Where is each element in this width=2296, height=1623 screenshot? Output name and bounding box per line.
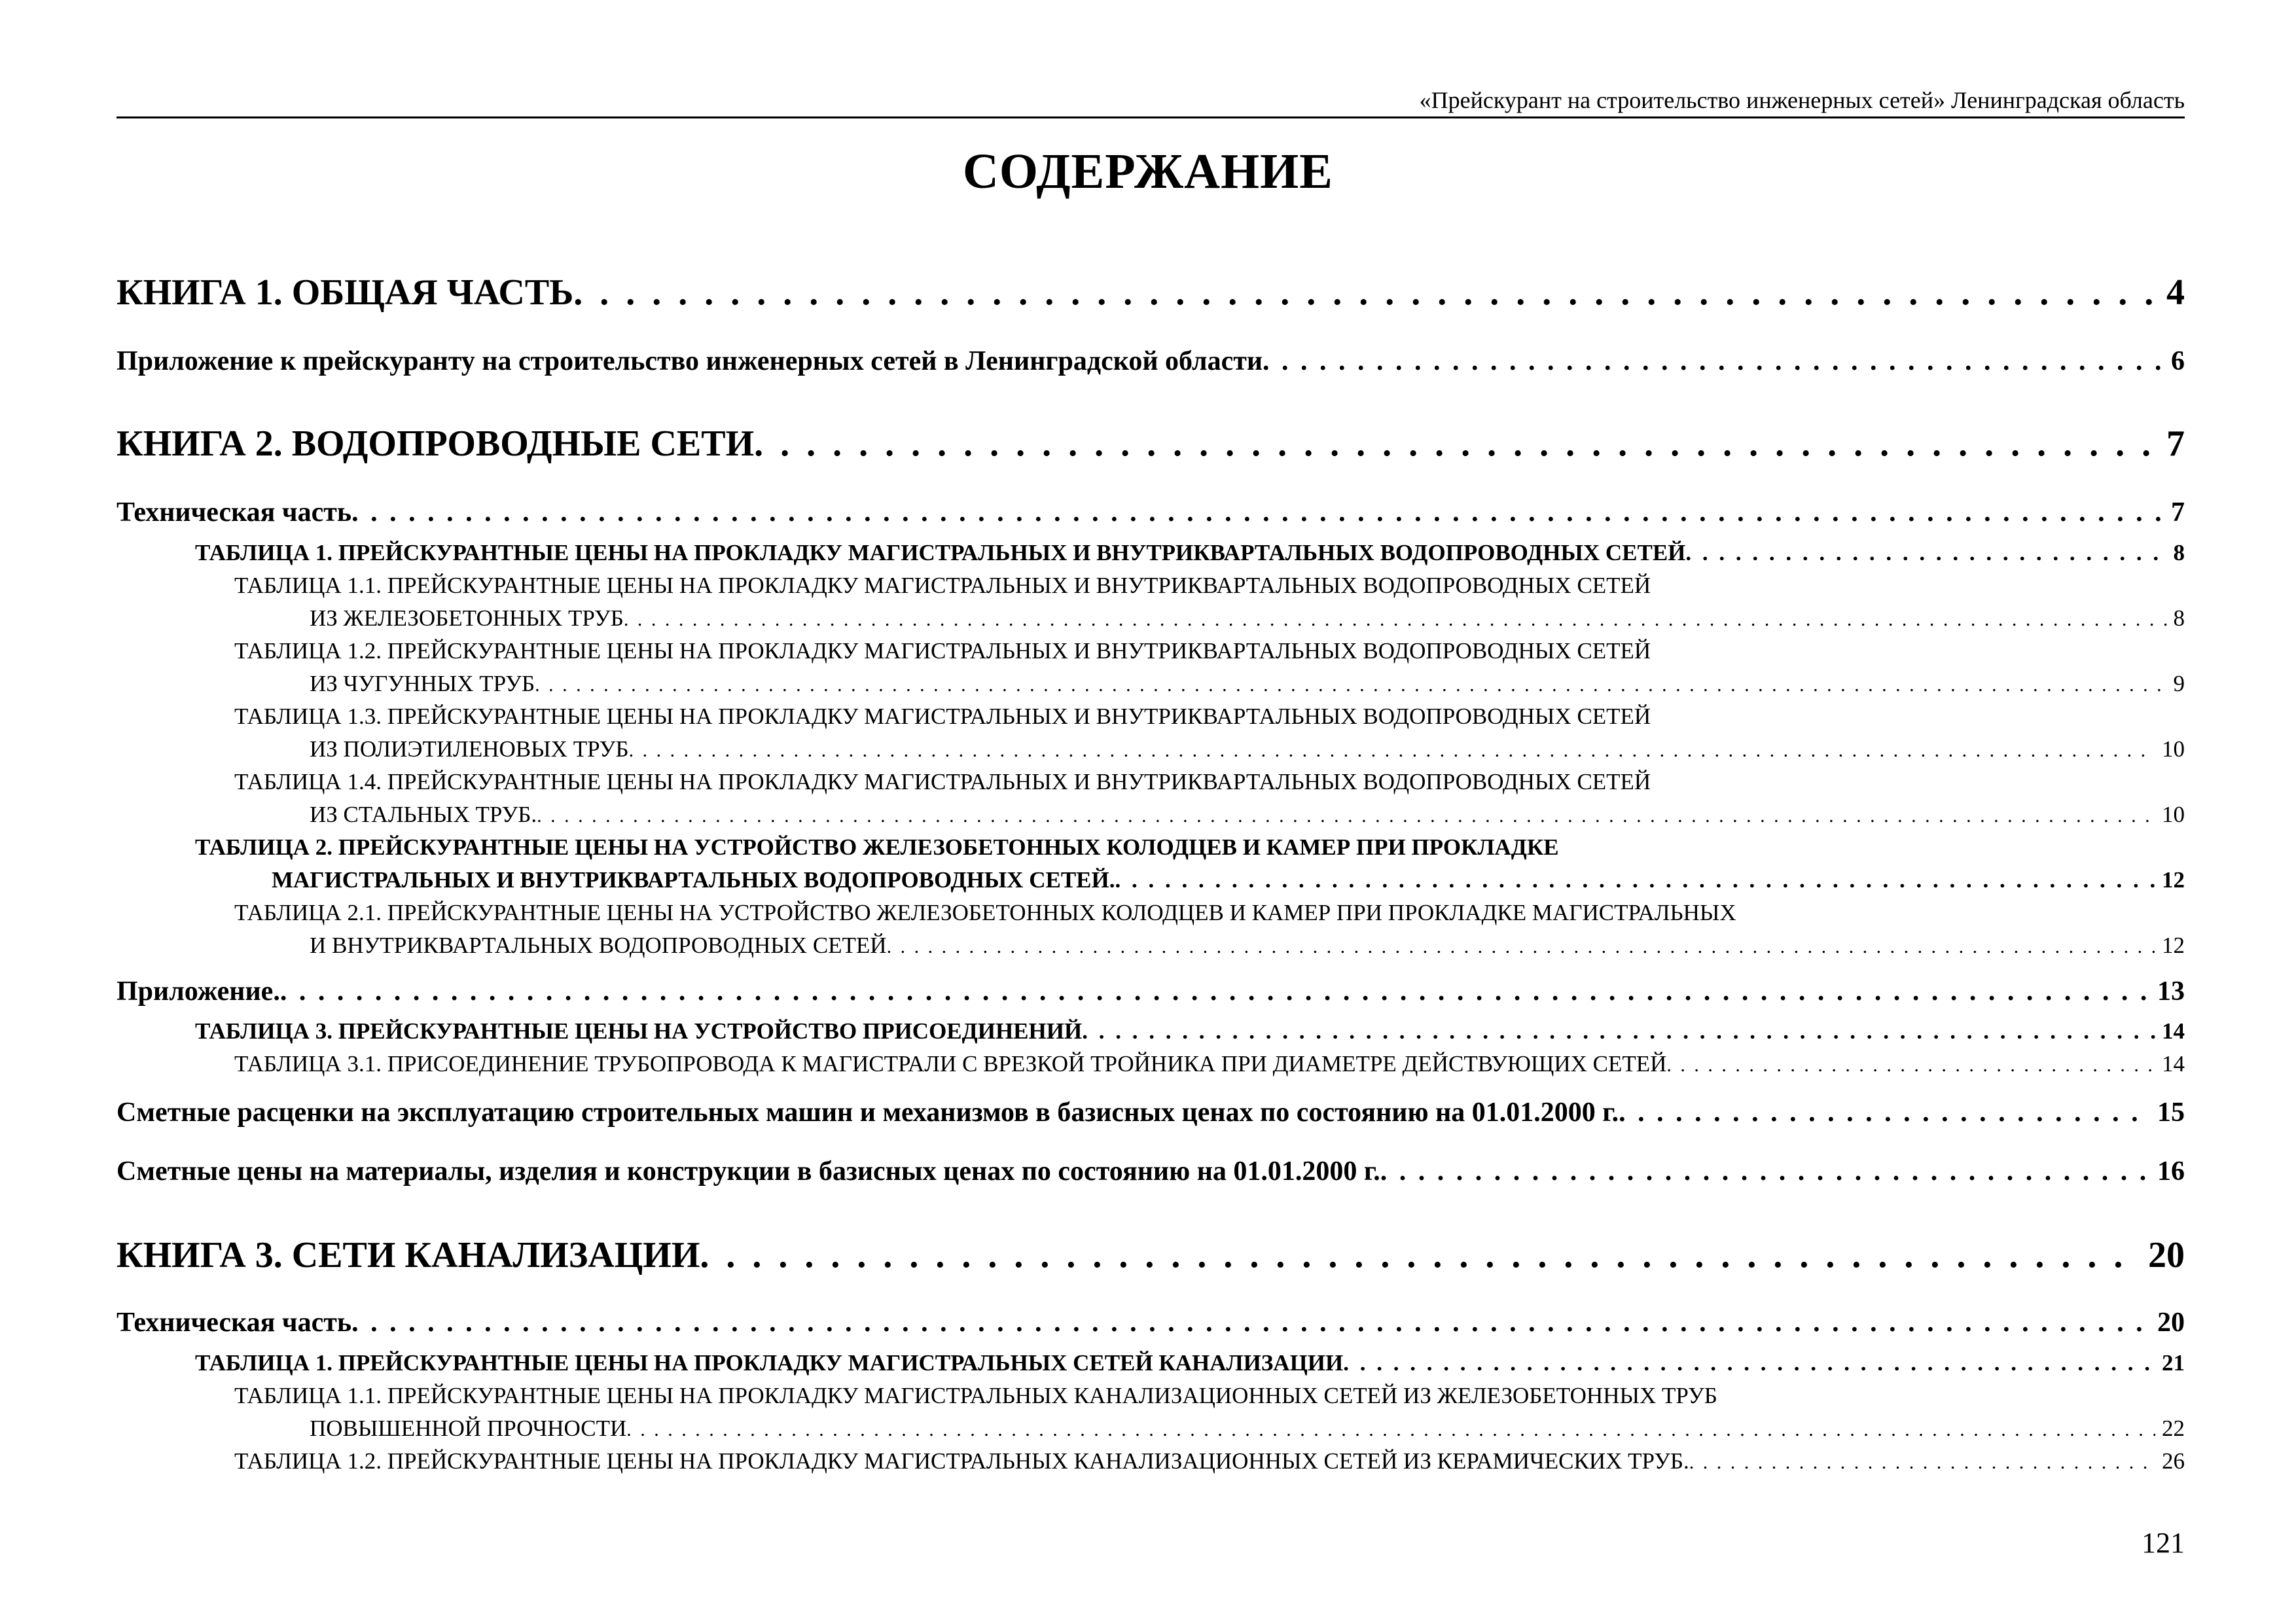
toc-entry-b2-table2[interactable] (272, 865, 2185, 895)
toc-entry-label: ИЗ СТАЛЬНЫХ ТРУБ. (310, 802, 537, 827)
toc-entry-b3-table1-1-line1[interactable]: ТАБЛИЦА 1.1. ПРЕЙСКУРАНТНЫЕ ЦЕНЫ НА ПРОКЛАДКУ МАГИСТРАЛЬНЫХ КАНАЛИЗАЦИОННЫХ СЕТЕЙ ИЗ ЖЕЛЕЗОБЕТОННЫХ ТРУБ (234, 1383, 1717, 1408)
toc-page-number: 9 (2173, 671, 2185, 696)
toc-entry-b2-table1-3-line1[interactable]: ТАБЛИЦА 1.3. ПРЕЙСКУРАНТНЫЕ ЦЕНЫ НА ПРОКЛАДКУ МАГИСТРАЛЬНЫХ И ВНУТРИКВАРТАЛЬНЫХ ВОДОПРОВОДНЫХ СЕТЕЙ (234, 704, 1651, 729)
leader-dots (1082, 1016, 2155, 1046)
toc-entry-b2-material-prices[interactable] (117, 1154, 2185, 1189)
toc-entry-label: Приложение к прейскуранту на строительство инженерных сетей в Ленинградской области (117, 346, 1263, 376)
toc-page-number: 21 (2162, 1350, 2185, 1376)
toc-entry-label: Сметные расценки на эксплуатацию строительных машин и механизмов в базисных ценах по состоянию на 01.01.2000 г. (117, 1097, 1619, 1128)
toc-entry-book2[interactable] (117, 421, 2185, 467)
page-number: 121 (2142, 1527, 2185, 1559)
toc-entry-label: ИЗ ЧУГУННЫХ ТРУБ (310, 671, 535, 696)
toc-page-number: 6 (2171, 346, 2185, 376)
leader-dots (1343, 1348, 2155, 1378)
toc-entry-b2-table1-3[interactable] (310, 734, 2185, 766)
toc-entry-b2-table1-4[interactable] (310, 800, 2185, 831)
leader-dots (754, 421, 2160, 467)
toc-entry-label: КНИГА 1. ОБЩАЯ ЧАСТЬ (117, 272, 574, 313)
toc-entry-b2-table1-1[interactable] (310, 603, 2185, 635)
toc-entry-label: ТАБЛИЦА 1. ПРЕЙСКУРАНТНЫЕ ЦЕНЫ НА ПРОКЛАДКУ МАГИСТРАЛЬНЫХ СЕТЕЙ КАНАЛИЗАЦИИ (195, 1350, 1344, 1376)
leader-dots (1689, 1448, 2155, 1478)
toc-entry-b3-table1[interactable] (195, 1348, 2185, 1378)
toc-page-number: 10 (2162, 802, 2185, 827)
toc-entry-label: ПОВЫШЕННОЙ ПРОЧНОСТИ (310, 1416, 627, 1441)
toc-entry-book3-technical-part[interactable] (117, 1305, 2185, 1340)
toc-entry-b2-table3[interactable] (195, 1016, 2185, 1046)
toc-page-number: 14 (2162, 1018, 2185, 1044)
toc-entry-book3[interactable] (117, 1232, 2185, 1278)
toc-page-number: 8 (2173, 540, 2185, 565)
toc-page-number: 14 (2162, 1051, 2185, 1077)
toc-page-number: 13 (2157, 976, 2185, 1007)
toc-entry-label: Сметные цены на материалы, изделия и конструкции в базисных ценах по состоянию на 01.01.2000 г. (117, 1156, 1380, 1186)
toc-page-number: 10 (2162, 736, 2185, 762)
leader-dots (629, 736, 2155, 766)
toc-entry-label: КНИГА 2. ВОДОПРОВОДНЫЕ СЕТИ (117, 423, 755, 464)
toc-entry-b3-table1-1[interactable] (310, 1414, 2185, 1445)
toc-entry-b2-table1-2[interactable] (310, 669, 2185, 700)
toc-entry-label: ТАБЛИЦА 3. ПРЕЙСКУРАНТНЫЕ ЦЕНЫ НА УСТРОЙСТВО ПРИСОЕДИНЕНИЙ (195, 1018, 1083, 1044)
leader-dots (573, 270, 2160, 315)
toc-page-number: 22 (2162, 1416, 2185, 1441)
leader-dots (887, 932, 2155, 962)
leader-dots (280, 974, 2151, 1009)
toc-page-number: 12 (2162, 867, 2185, 893)
toc-entry-b2-table2-line1[interactable]: ТАБЛИЦА 2. ПРЕЙСКУРАНТНЫЕ ЦЕНЫ НА УСТРОЙСТВО ЖЕЛЕЗОБЕТОННЫХ КОЛОДЦЕВ И КАМЕР ПРИ ПРОКЛАДКЕ (195, 834, 1559, 860)
toc-page-number: 16 (2157, 1156, 2185, 1186)
leader-dots (1619, 1095, 2151, 1130)
toc-entry-b2-table3-1[interactable] (234, 1049, 2185, 1080)
leader-dots (535, 670, 2166, 700)
leader-dots (1380, 1154, 2151, 1189)
toc-entry-b2-table1-2-line1[interactable]: ТАБЛИЦА 1.2. ПРЕЙСКУРАНТНЫЕ ЦЕНЫ НА ПРОКЛАДКУ МАГИСТРАЛЬНЫХ И ВНУТРИКВАРТАЛЬНЫХ ВОДОПРОВОДНЫХ СЕТЕЙ (234, 638, 1651, 664)
leader-dots (624, 605, 2167, 635)
toc-page-number: 7 (2166, 423, 2185, 464)
header-divider (117, 116, 2185, 118)
leader-dots (1666, 1050, 2155, 1080)
toc-entry-book1[interactable] (117, 270, 2185, 315)
page-title: СОДЕРЖАНИЕ (963, 144, 1333, 199)
toc-entry-label: Техническая часть (117, 497, 352, 527)
toc-page-number: 20 (2157, 1308, 2185, 1338)
toc-entry-book2-technical-part[interactable] (117, 495, 2185, 530)
toc-entry-b3-table1-2[interactable] (234, 1446, 2185, 1478)
leader-dots (626, 1415, 2155, 1445)
running-header: «Прейскурант на строительство инженерных сетей» Ленинградская область (1419, 87, 2185, 113)
toc-entry-b2-table2-1[interactable] (310, 931, 2185, 962)
toc-entry-b2-table1-4-line1[interactable]: ТАБЛИЦА 1.4. ПРЕЙСКУРАНТНЫЕ ЦЕНЫ НА ПРОКЛАДКУ МАГИСТРАЛЬНЫХ И ВНУТРИКВАРТАЛЬНЫХ ВОДОПРОВОДНЫХ СЕТЕЙ (234, 769, 1651, 794)
leader-dots (1263, 344, 2164, 379)
toc-page-number: 4 (2166, 272, 2185, 313)
leader-dots (537, 801, 2155, 831)
toc-entry-label: ТАБЛИЦА 3.1. ПРИСОЕДИНЕНИЕ ТРУБОПРОВОДА К МАГИСТРАЛИ С ВРЕЗКОЙ ТРОЙНИКА ПРИ ДИАМЕТРЕ ДЕЙСТВУЮЩИХ СЕТЕЙ (234, 1051, 1667, 1077)
leader-dots (351, 495, 2164, 530)
toc-entry-label: И ВНУТРИКВАРТАЛЬНЫХ ВОДОПРОВОДНЫХ СЕТЕЙ (310, 933, 887, 958)
toc-entry-label: ИЗ ЖЕЛЕЗОБЕТОННЫХ ТРУБ (310, 605, 624, 631)
toc-entry-label: Техническая часть (117, 1308, 352, 1338)
toc-entry-b2-table1-1-line1[interactable]: ТАБЛИЦА 1.1. ПРЕЙСКУРАНТНЫЕ ЦЕНЫ НА ПРОКЛАДКУ МАГИСТРАЛЬНЫХ И ВНУТРИКВАРТАЛЬНЫХ ВОДОПРОВОДНЫХ СЕТЕЙ (234, 573, 1651, 598)
toc-entry-b2-machine-rates[interactable] (117, 1095, 2185, 1130)
toc-entry-book1-appendix[interactable] (117, 344, 2185, 379)
leader-dots (1115, 865, 2156, 895)
toc-page-number: 8 (2173, 605, 2185, 631)
toc-page-number: 15 (2157, 1097, 2185, 1128)
toc-entry-label: Приложение. (117, 976, 280, 1007)
leader-dots (700, 1232, 2142, 1278)
toc-entry-b2-table1[interactable] (195, 538, 2185, 568)
toc-entry-label: КНИГА 3. СЕТИ КАНАЛИЗАЦИИ (117, 1235, 700, 1275)
toc-page-number: 12 (2162, 933, 2185, 958)
toc-entry-b2-table2-1-line1[interactable]: ТАБЛИЦА 2.1. ПРЕЙСКУРАНТНЫЕ ЦЕНЫ НА УСТРОЙСТВО ЖЕЛЕЗОБЕТОННЫХ КОЛОДЦЕВ И КАМЕР ПРИ ПРОКЛАДКЕ МАГИСТРАЛЬНЫХ (234, 900, 1736, 925)
toc-entry-book2-appendix[interactable] (117, 974, 2185, 1009)
leader-dots (351, 1305, 2151, 1340)
leader-dots (1685, 538, 2166, 568)
toc-entry-label: ТАБЛИЦА 1. ПРЕЙСКУРАНТНЫЕ ЦЕНЫ НА ПРОКЛАДКУ МАГИСТРАЛЬНЫХ И ВНУТРИКВАРТАЛЬНЫХ ВОДОПРОВОДНЫХ СЕТЕЙ (195, 540, 1686, 565)
toc-entry-label: ТАБЛИЦА 1.2. ПРЕЙСКУРАНТНЫЕ ЦЕНЫ НА ПРОКЛАДКУ МАГИСТРАЛЬНЫХ КАНАЛИЗАЦИОННЫХ СЕТЕЙ ИЗ КЕРАМИЧЕСКИХ ТРУБ. (234, 1448, 1689, 1474)
toc-entry-label: ИЗ ПОЛИЭТИЛЕНОВЫХ ТРУБ (310, 736, 629, 762)
toc-page-number: 20 (2148, 1235, 2185, 1275)
toc-page-number: 7 (2171, 497, 2185, 527)
toc-entry-label: МАГИСТРАЛЬНЫХ И ВНУТРИКВАРТАЛЬНЫХ ВОДОПРОВОДНЫХ СЕТЕЙ. (272, 867, 1115, 893)
toc-page-number: 26 (2162, 1448, 2185, 1474)
